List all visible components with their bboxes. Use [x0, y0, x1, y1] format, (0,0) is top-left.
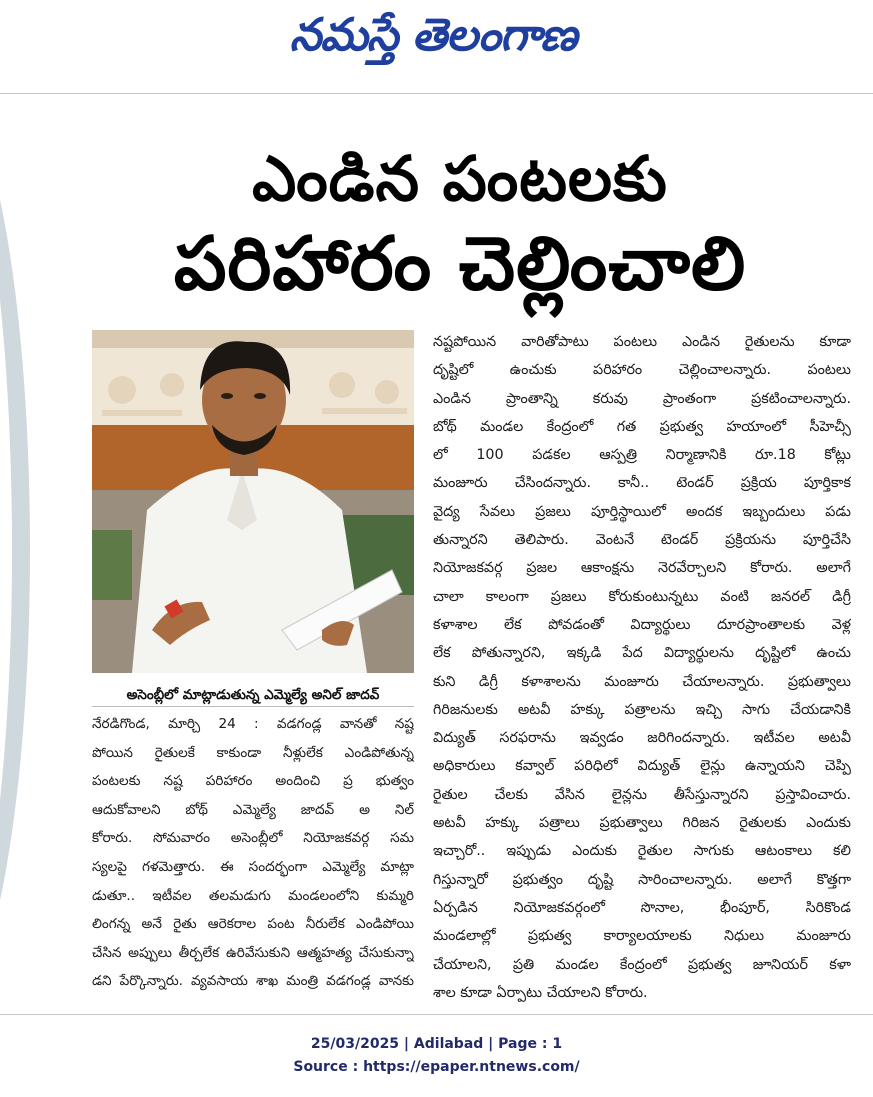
article-line: నష్టపోయిన వారితోపాటు పంటలు ఎండిన రైతులను కూడా: [433, 334, 851, 350]
decorative-arc: [0, 80, 30, 1020]
article-line: ఏర్పడిన నియోజకవర్గంలో సొనాల, భీంపూర్, సిరికొండ: [433, 899, 851, 916]
article-line: పోయిన రైతులకే కాకుండా నీళ్లులేక ఎండిపోతున్న: [92, 744, 414, 761]
article-line: శాల కూడా ఏర్పాటు చేయాలని కోరారు.: [433, 984, 648, 1001]
article-line: డని పేర్కొన్నారు. వ్యవసాయ శాఖ మంత్రి వడగండ్ల వానకు: [92, 973, 414, 990]
article-line: అధికారులు కవ్వాల్ పరిధిలో విద్యుత్ లైన్లు ఉన్నాయని చెప్పి: [433, 758, 851, 775]
article-line: స్యలపై గళమెత్తారు. ఈ సందర్భంగా ఎమ్మెల్యే మాట్లా: [92, 858, 414, 875]
article-line: పంటలకు నష్ట పరిహారం అందించి ప్ర భుత్వం: [92, 773, 414, 790]
article-line: బోథ్ మండల కేంద్రంలో గత ప్రభుత్వ హయాంలో సీహెచ్సీ: [433, 418, 851, 435]
article-line: రైతుల చేలకు వేసిన లైన్లను తీసేస్తున్నారని ప్రస్తావించారు.: [433, 786, 851, 803]
photo-caption: అసెంబ్లీలో మాట్లాడుతున్న ఎమ్మెల్యే అనిల్ జాదవ్: [126, 687, 380, 703]
article-line: అటవీ హక్కు పత్రాలు ప్రభుత్వాలు గిరిజన రైతులకు ఎందుకు: [433, 815, 851, 832]
article-line: కళాశాల లేక పోవడంతో విద్యార్థులు దూరప్రాంతాలకు వెళ్ల: [433, 616, 851, 633]
mla-photo: [92, 330, 414, 673]
mla-photo-illustration: [92, 330, 414, 673]
article-line: తున్నారని తెలిపారు. వెంటనే టెండర్ ప్రక్రియను పూర్తిచేసి: [433, 532, 851, 549]
article-line: దృష్టిలో ఉంచుకు పరిహారం చెల్లించాలన్నారు. పంటలు: [433, 362, 851, 379]
article-line: కోరారు. సోమవారం అసెంబ్లీలో నియోజకవర్గ సమ: [92, 830, 414, 847]
article-line: గిరిజనులకు అటవీ హక్కు పత్రాలను ఇచ్చి సాగు చేయడానికి: [433, 701, 851, 718]
article-line: చాలా కాలంగా ప్రజలు కోరుకుంటున్నటు వంటి జనరల్ డిగ్రీ: [433, 588, 851, 605]
article-line: నియోజకవర్గ ప్రజల ఆకాంక్షను నెరవేర్చాలని కోరారు. అలాగే: [433, 560, 851, 577]
article-line: మండలాల్లో ప్రభుత్వ కార్యాలయాలకు నిధులు మంజూరు: [433, 928, 851, 945]
footer-dateline: 25/03/2025 | Adilabad | Page : 1: [310, 1036, 563, 1052]
article-line: మంజూరు చేసిందన్నారు. కానీ.. టెండర్ ప్రక్రియ పూర్తికాక: [433, 475, 851, 492]
headline-line-1: ఎండిన పంటలకు: [252, 142, 668, 215]
footer-divider: [0, 1014, 873, 1015]
article-line: వైద్య సేవలు ప్రజలు పూర్తిస్థాయిలో అందక ఇబ్బందులు పడు: [433, 503, 851, 520]
article-line: లింగన్న అనే రైతు ఆరెకరాల పంట నీరులేక ఎండిపోయి: [92, 916, 414, 933]
article-line: లో 100 పడకల ఆస్పత్రి నిర్మాణానికి రూ.18 కోట్లు: [433, 447, 851, 464]
article-line: ఎండిన ప్రాంతాన్ని కరువు ప్రాంతంగా ప్రకటించాలన్నారు.: [433, 390, 851, 407]
article-line: డుతూ.. ఇటీవల తలమడుగు మండలంలోని కుమ్మరి: [92, 887, 414, 904]
article-line: గిస్తున్నారో ప్రభుత్వం దృష్టి సారించాలన్నారు. అలాగే కొత్తగా: [433, 871, 851, 888]
article-line: చేయాలని, ప్రతి మండల కేంద్రంలో ప్రభుత్వ జూనియర్ కళా: [433, 956, 851, 973]
article-line: చేసిన అప్పులు తీర్చలేక ఉరివేసుకుని ఆత్మహత్య చేసుకున్నా: [92, 944, 414, 961]
article-line: కుని డిగ్రీ కళాశాలను మంజూరు చేయాలన్నారు. ప్రభుత్వాలు: [433, 673, 851, 690]
article-line: విద్యుత్ సరఫరాను ఇవ్వడం జరిగిందన్నారు. ఇటీవల అటవీ: [433, 730, 851, 747]
footer-source: Source : https://epaper.ntnews.com/: [293, 1059, 580, 1075]
article-line: ఇచ్చారో.. ఇప్పుడు ఎందుకు రైతుల సాగుకు ఆటంకాలు కలి: [433, 843, 851, 860]
newspaper-masthead: నమస్తే తెలంగాణ: [289, 8, 577, 61]
article-line: లేక పోతున్నారని, ఇక్కడి పేద విద్యార్థులను దృష్టిలో ఉంచు: [433, 645, 851, 662]
headline-line-2: పరిహారం చెల్లించాలి: [173, 221, 747, 307]
article-column-left: [92, 710, 414, 1020]
masthead-divider: [0, 93, 873, 94]
article-line: ఆదుకోవాలని బోథ్ ఎమ్మెల్యే జాదవ్ అ నిల్: [92, 801, 414, 818]
article-column-right: [433, 328, 851, 1004]
article-line: నేరడిగొండ, మార్చి 24 : వడగండ్ల వానతో నష్ట: [92, 716, 414, 732]
caption-divider: [92, 706, 414, 707]
